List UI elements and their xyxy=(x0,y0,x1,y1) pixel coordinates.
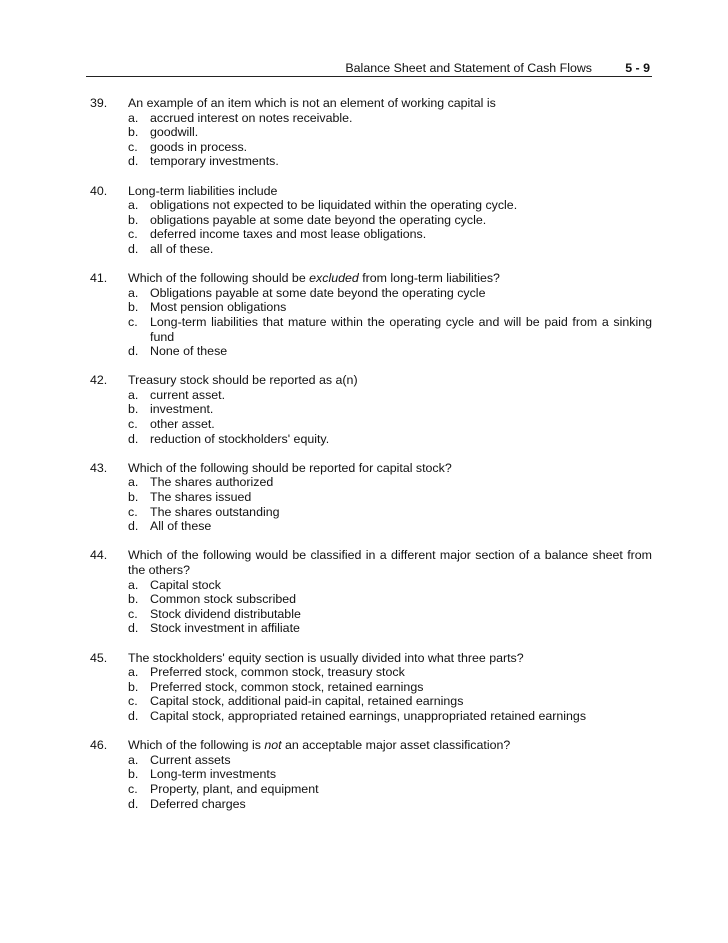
question-stem xyxy=(128,184,652,199)
choice-letter: c. xyxy=(128,227,138,242)
choice-text: Capital stock, appropriated retained earnings, unappropriated retained earnings xyxy=(150,708,587,723)
answer-choice xyxy=(128,315,652,344)
choice-text: temporary investments. xyxy=(150,154,279,169)
choice-text: Capital stock xyxy=(150,577,221,592)
choice-text: Capital stock, additional paid-in capital, retained earnings xyxy=(150,694,464,709)
answer-choices xyxy=(128,578,652,636)
answer-choice xyxy=(128,198,652,213)
answer-choice xyxy=(128,154,652,169)
choice-text: All of these xyxy=(150,519,212,534)
choice-letter: c. xyxy=(128,606,138,621)
question-stem xyxy=(128,738,652,753)
answer-choice xyxy=(128,753,652,768)
page-number: 5 - 9 xyxy=(625,61,650,75)
choice-letter: b. xyxy=(128,212,139,227)
answer-choices xyxy=(128,198,652,256)
choice-text: The shares outstanding xyxy=(150,504,280,519)
choice-letter: b. xyxy=(128,767,139,782)
choice-letter: c. xyxy=(128,139,138,154)
choice-text: None of these xyxy=(150,344,228,359)
choice-text: Property, plant, and equipment xyxy=(150,781,319,796)
question-number: 44. xyxy=(90,548,108,563)
answer-choice xyxy=(128,694,652,709)
choice-text: Current assets xyxy=(150,752,231,767)
question-stem-emphasis: excluded xyxy=(309,271,359,286)
choice-text: reduction of stockholders' equity. xyxy=(150,431,330,446)
choice-text: obligations not expected to be liquidated within the operating cycle. xyxy=(150,198,518,213)
question-number: 42. xyxy=(90,373,108,388)
choice-letter: b. xyxy=(128,679,139,694)
choice-letter: b. xyxy=(128,300,139,315)
answer-choice xyxy=(128,767,652,782)
answer-choice xyxy=(128,475,652,490)
choice-text: accrued interest on notes receivable. xyxy=(150,110,353,125)
choice-letter: a. xyxy=(128,475,139,490)
question-3 xyxy=(90,271,652,359)
choice-letter: d. xyxy=(128,519,139,534)
question-stem xyxy=(128,651,652,666)
choice-text: Obligations payable at some date beyond the operating cycle xyxy=(150,285,486,300)
choice-letter: a. xyxy=(128,198,139,213)
question-stem-text: Which of the following should be xyxy=(128,271,310,286)
question-stem xyxy=(128,548,652,577)
answer-choice xyxy=(128,344,652,359)
choice-letter: b. xyxy=(128,402,139,417)
answer-choice xyxy=(128,578,652,593)
answer-choice xyxy=(128,388,652,403)
question-4 xyxy=(90,373,652,446)
choice-text: Common stock subscribed xyxy=(150,592,296,607)
choice-text: goods in process. xyxy=(150,139,248,154)
choice-text: deferred income taxes and most lease obligations. xyxy=(150,227,427,242)
choice-letter: c. xyxy=(128,781,138,796)
choice-text: Deferred charges xyxy=(150,796,246,811)
question-number: 39. xyxy=(90,96,108,110)
choice-letter: a. xyxy=(128,387,139,402)
choice-text: The shares issued xyxy=(150,490,252,505)
answer-choice xyxy=(128,402,652,417)
answer-choices xyxy=(128,388,652,446)
choice-letter: c. xyxy=(128,504,138,519)
choice-letter: c. xyxy=(128,694,138,709)
page-header xyxy=(86,58,652,77)
answer-choice xyxy=(128,432,652,447)
question-stem xyxy=(128,373,652,388)
choice-text: all of these. xyxy=(150,241,214,256)
choice-text: Stock investment in affiliate xyxy=(150,621,300,636)
question-stem-text: An example of an item which is not an element of working capital is xyxy=(128,96,496,110)
answer-choices xyxy=(128,475,652,533)
question-list xyxy=(90,96,652,826)
answer-choice xyxy=(128,125,652,140)
question-number: 41. xyxy=(90,271,108,286)
question-stem-text: Which of the following should be reported for capital stock? xyxy=(128,460,452,475)
choice-letter: b. xyxy=(128,125,139,140)
question-6 xyxy=(90,548,652,636)
question-number: 45. xyxy=(90,650,108,665)
answer-choices xyxy=(128,111,652,169)
answer-choice xyxy=(128,709,652,724)
answer-choices xyxy=(128,665,652,723)
question-stem-text: Long-term liabilities include xyxy=(128,183,278,198)
question-stem-text-after: an acceptable major asset classification? xyxy=(281,738,511,753)
answer-choice xyxy=(128,286,652,301)
choice-text: current asset. xyxy=(150,387,226,402)
choice-text: The shares authorized xyxy=(150,475,274,490)
answer-choice xyxy=(128,227,652,242)
choice-letter: c. xyxy=(128,314,138,329)
question-1 xyxy=(90,96,652,169)
choice-text: Long-term investments xyxy=(150,767,277,782)
choice-letter: a. xyxy=(128,752,139,767)
choice-text: Stock dividend distributable xyxy=(150,606,301,621)
choice-text: investment. xyxy=(150,402,214,417)
choice-letter: d. xyxy=(128,708,139,723)
question-5 xyxy=(90,461,652,534)
choice-letter: a. xyxy=(128,285,139,300)
choice-letter: d. xyxy=(128,241,139,256)
question-8 xyxy=(90,738,652,811)
choice-text: Preferred stock, common stock, retained earnings xyxy=(150,679,424,694)
question-stem-text: The stockholders' equity section is usually divided into what three parts? xyxy=(128,650,524,665)
answer-choice xyxy=(128,140,652,155)
choice-letter: c. xyxy=(128,417,138,432)
choice-text: obligations payable at some date beyond the operating cycle. xyxy=(150,212,487,227)
question-number: 46. xyxy=(90,738,108,753)
answer-choice xyxy=(128,300,652,315)
answer-choice xyxy=(128,797,652,812)
choice-letter: a. xyxy=(128,665,139,680)
choice-letter: d. xyxy=(128,796,139,811)
answer-choice xyxy=(128,607,652,622)
choice-letter: a. xyxy=(128,110,139,125)
question-stem-emphasis: not xyxy=(264,738,282,753)
answer-choice xyxy=(128,519,652,534)
question-stem-text-after: from long-term liabilities? xyxy=(358,271,500,286)
choice-text: goodwill. xyxy=(150,125,199,140)
answer-choice xyxy=(128,665,652,680)
question-7 xyxy=(90,651,652,724)
question-stem xyxy=(128,271,652,286)
answer-choice xyxy=(128,417,652,432)
question-stem-text: Which of the following would be classified in a different major section of a balance sheet from the others? xyxy=(128,548,652,577)
answer-choice xyxy=(128,505,652,520)
answer-choices xyxy=(128,753,652,811)
question-stem-text: Which of the following is xyxy=(128,738,265,753)
question-stem-text: Treasury stock should be reported as a(n) xyxy=(128,373,358,388)
choice-text: Preferred stock, common stock, treasury stock xyxy=(150,665,405,680)
answer-choice xyxy=(128,490,652,505)
question-number: 40. xyxy=(90,183,108,198)
answer-choice xyxy=(128,242,652,257)
choice-letter: d. xyxy=(128,431,139,446)
question-stem xyxy=(128,96,652,111)
answer-choice xyxy=(128,782,652,797)
choice-letter: d. xyxy=(128,154,139,169)
question-stem xyxy=(128,461,652,476)
choice-letter: d. xyxy=(128,344,139,359)
choice-text: other asset. xyxy=(150,417,215,432)
choice-letter: a. xyxy=(128,577,139,592)
choice-letter: d. xyxy=(128,621,139,636)
choice-letter: b. xyxy=(128,592,139,607)
choice-letter: b. xyxy=(128,490,139,505)
question-2 xyxy=(90,184,652,257)
question-number: 43. xyxy=(90,460,108,475)
choice-text: Long-term liabilities that mature within the operating cycle and will be paid from a sinking fund xyxy=(150,314,652,344)
answer-choice xyxy=(128,680,652,695)
answer-choice xyxy=(128,621,652,636)
answer-choice xyxy=(128,592,652,607)
answer-choice xyxy=(128,111,652,126)
chapter-title: Balance Sheet and Statement of Cash Flows xyxy=(345,61,592,75)
answer-choice xyxy=(128,213,652,228)
choice-text: Most pension obligations xyxy=(150,300,287,315)
answer-choices xyxy=(128,286,652,359)
